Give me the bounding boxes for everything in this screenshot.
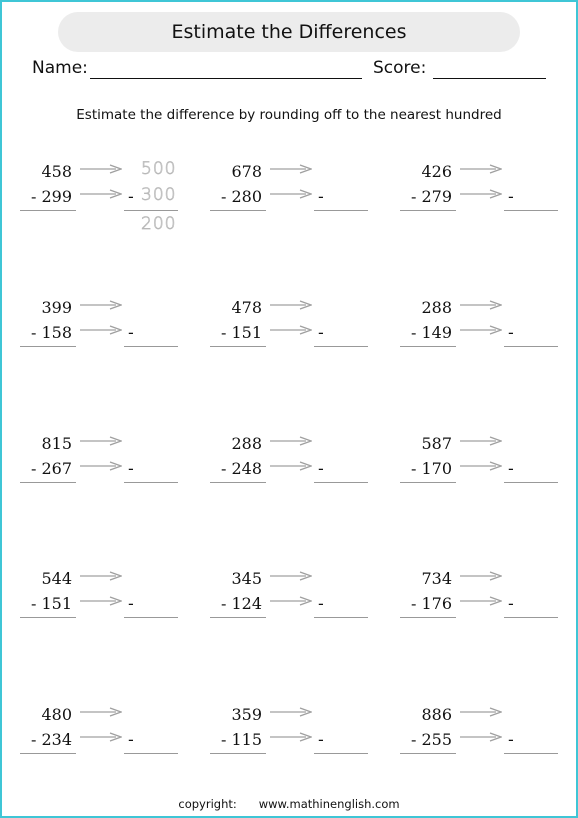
problem-bottom-number: - 267 <box>30 459 72 478</box>
estimate-answer-field[interactable] <box>124 210 178 211</box>
estimate-minus-sign: - <box>128 594 134 613</box>
estimate-minus-sign: - <box>508 594 514 613</box>
problem-bottom-number: - 151 <box>30 594 72 613</box>
problem-top-number: 480 <box>41 705 72 724</box>
problem-bottom-number: - 255 <box>410 730 452 749</box>
estimate-answer-field[interactable] <box>504 346 558 347</box>
problem-underline <box>210 617 266 618</box>
arrow-right-icon <box>270 732 312 742</box>
example-rounded-bottom: 300 <box>141 185 177 205</box>
problem-top-number: 359 <box>231 705 262 724</box>
problem-top-number: 544 <box>41 569 72 588</box>
estimate-answer-field[interactable] <box>314 753 368 754</box>
arrow-right-icon <box>270 300 312 310</box>
arrow-right-icon <box>270 189 312 199</box>
arrow-right-icon <box>460 707 502 717</box>
arrow-right-icon <box>270 325 312 335</box>
score-label: Score: <box>373 58 427 78</box>
estimate-minus-sign: - <box>508 730 514 749</box>
arrow-right-icon <box>460 596 502 606</box>
arrow-right-icon <box>460 300 502 310</box>
name-label: Name: <box>32 58 88 78</box>
estimate-minus-sign: - <box>318 459 324 478</box>
estimate-answer-field[interactable] <box>504 753 558 754</box>
problem-underline <box>400 482 456 483</box>
arrow-right-icon <box>80 596 122 606</box>
estimate-minus-sign: - <box>318 594 324 613</box>
problem-underline <box>20 753 76 754</box>
arrow-right-icon <box>80 436 122 446</box>
problem-underline <box>20 210 76 211</box>
estimate-answer-field[interactable] <box>124 346 178 347</box>
problem-top-number: 815 <box>41 434 72 453</box>
estimate-answer-field[interactable] <box>124 617 178 618</box>
problem-bottom-number: - 234 <box>30 730 72 749</box>
estimate-minus-sign: - <box>128 730 134 749</box>
arrow-right-icon <box>460 325 502 335</box>
problem-bottom-number: - 299 <box>30 187 72 206</box>
copyright-label: copyright: <box>178 797 237 811</box>
estimate-minus-sign: - <box>508 459 514 478</box>
problem-top-number: 345 <box>231 569 262 588</box>
estimate-answer-field[interactable] <box>314 617 368 618</box>
problem-bottom-number: - 158 <box>30 323 72 342</box>
arrow-right-icon <box>270 596 312 606</box>
problem-top-number: 288 <box>421 298 452 317</box>
problem-underline <box>400 210 456 211</box>
problem-bottom-number: - 149 <box>410 323 452 342</box>
footer <box>0 797 578 811</box>
problem-underline <box>210 753 266 754</box>
arrow-right-icon <box>80 461 122 471</box>
estimate-minus-sign: - <box>128 323 134 342</box>
problem-bottom-number: - 279 <box>410 187 452 206</box>
estimate-minus-sign: - <box>128 187 134 206</box>
problem-bottom-number: - 248 <box>220 459 262 478</box>
problem-underline <box>210 482 266 483</box>
estimate-answer-field[interactable] <box>314 482 368 483</box>
worksheet-title: Estimate the Differences <box>58 12 520 52</box>
problem-top-number: 426 <box>421 162 452 181</box>
arrow-right-icon <box>270 164 312 174</box>
arrow-right-icon <box>80 732 122 742</box>
estimate-answer-field[interactable] <box>504 617 558 618</box>
estimate-answer-field[interactable] <box>504 210 558 211</box>
estimate-minus-sign: - <box>318 187 324 206</box>
arrow-right-icon <box>80 707 122 717</box>
problem-bottom-number: - 124 <box>220 594 262 613</box>
problem-top-number: 678 <box>231 162 262 181</box>
problem-top-number: 399 <box>41 298 72 317</box>
arrow-right-icon <box>460 189 502 199</box>
estimate-minus-sign: - <box>508 323 514 342</box>
problem-top-number: 886 <box>421 705 452 724</box>
problem-top-number: 478 <box>231 298 262 317</box>
arrow-right-icon <box>270 707 312 717</box>
arrow-right-icon <box>270 571 312 581</box>
estimate-answer-field[interactable] <box>314 210 368 211</box>
instructions: Estimate the difference by rounding off to the nearest hundred <box>76 107 502 123</box>
arrow-right-icon <box>460 732 502 742</box>
example-rounded-top: 500 <box>141 159 177 179</box>
website-link[interactable]: www.mathinenglish.com <box>258 797 400 811</box>
estimate-answer-field[interactable] <box>124 753 178 754</box>
problem-top-number: 734 <box>421 569 452 588</box>
estimate-answer-field[interactable] <box>124 482 178 483</box>
score-field[interactable] <box>433 78 546 79</box>
arrow-right-icon <box>80 164 122 174</box>
name-field[interactable] <box>90 78 362 79</box>
estimate-answer-field[interactable] <box>314 346 368 347</box>
problem-top-number: 288 <box>231 434 262 453</box>
arrow-right-icon <box>460 571 502 581</box>
estimate-minus-sign: - <box>128 459 134 478</box>
problem-underline <box>400 346 456 347</box>
example-answer: 200 <box>141 214 177 234</box>
problem-bottom-number: - 115 <box>220 730 262 749</box>
problem-underline <box>400 753 456 754</box>
estimate-minus-sign: - <box>318 730 324 749</box>
problem-bottom-number: - 176 <box>410 594 452 613</box>
arrow-right-icon <box>80 300 122 310</box>
arrow-right-icon <box>270 461 312 471</box>
problem-top-number: 587 <box>421 434 452 453</box>
arrow-right-icon <box>270 436 312 446</box>
problem-underline <box>20 617 76 618</box>
problem-underline <box>20 346 76 347</box>
problem-underline <box>20 482 76 483</box>
problem-underline <box>400 617 456 618</box>
estimate-answer-field[interactable] <box>504 482 558 483</box>
arrow-right-icon <box>80 571 122 581</box>
arrow-right-icon <box>460 436 502 446</box>
arrow-right-icon <box>80 325 122 335</box>
problem-bottom-number: - 151 <box>220 323 262 342</box>
problem-underline <box>210 210 266 211</box>
arrow-right-icon <box>460 461 502 471</box>
estimate-minus-sign: - <box>318 323 324 342</box>
arrow-right-icon <box>80 189 122 199</box>
problem-underline <box>210 346 266 347</box>
problem-bottom-number: - 170 <box>410 459 452 478</box>
estimate-minus-sign: - <box>508 187 514 206</box>
problem-bottom-number: - 280 <box>220 187 262 206</box>
problem-top-number: 458 <box>41 162 72 181</box>
arrow-right-icon <box>460 164 502 174</box>
